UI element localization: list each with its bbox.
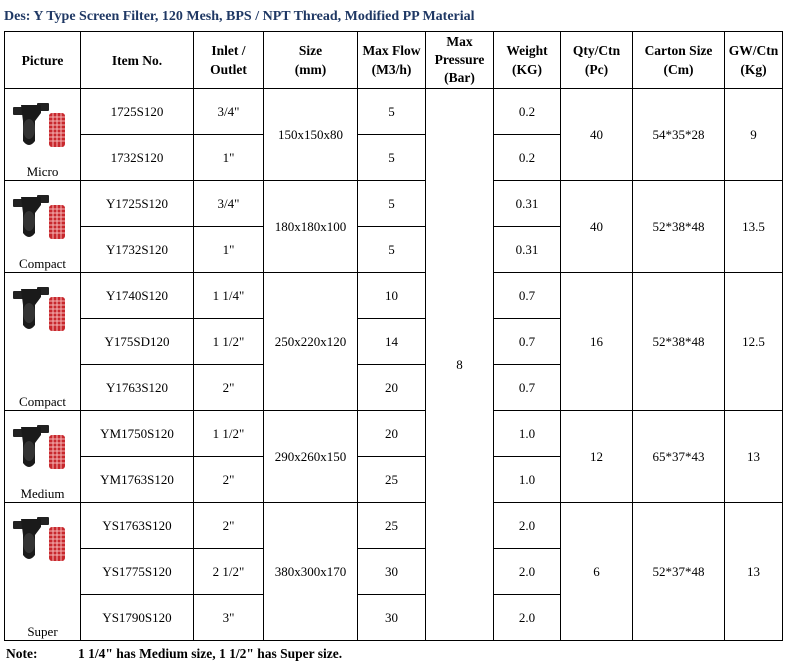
carton-size: 52*38*48 bbox=[633, 273, 725, 411]
item-number: Y175SD120 bbox=[81, 319, 194, 365]
max-flow: 5 bbox=[358, 135, 426, 181]
table-header-row bbox=[5, 32, 783, 89]
weight-kg: 1.0 bbox=[494, 457, 561, 503]
qty-per-carton: 6 bbox=[561, 503, 633, 641]
carton-size: 65*37*43 bbox=[633, 411, 725, 503]
product-picture-cell bbox=[5, 411, 81, 503]
size-mm: 150x150x80 bbox=[264, 89, 358, 181]
max-flow: 5 bbox=[358, 89, 426, 135]
product-picture-cell bbox=[5, 181, 81, 273]
table-row bbox=[5, 273, 783, 319]
gross-weight-per-carton: 13 bbox=[725, 503, 783, 641]
weight-kg: 0.2 bbox=[494, 135, 561, 181]
note-text: 1 1/4" has Medium size, 1 1/2" has Super size. bbox=[78, 646, 343, 661]
header-weight: Weight (KG) bbox=[494, 32, 561, 89]
item-number: Y1732S120 bbox=[81, 227, 194, 273]
header-inlet-outlet: Inlet / Outlet bbox=[194, 32, 264, 89]
max-flow: 30 bbox=[358, 595, 426, 641]
inlet-outlet: 3" bbox=[194, 595, 264, 641]
gross-weight-per-carton: 9 bbox=[725, 89, 783, 181]
table-row bbox=[5, 503, 783, 549]
product-size-label: Super bbox=[27, 624, 58, 639]
item-number: YS1790S120 bbox=[81, 595, 194, 641]
item-number: Y1725S120 bbox=[81, 181, 194, 227]
inlet-outlet: 2" bbox=[194, 503, 264, 549]
item-number: Y1763S120 bbox=[81, 365, 194, 411]
carton-size: 52*38*48 bbox=[633, 181, 725, 273]
max-flow: 14 bbox=[358, 319, 426, 365]
max-flow: 5 bbox=[358, 227, 426, 273]
weight-kg: 0.31 bbox=[494, 181, 561, 227]
filter-product-icon bbox=[11, 185, 71, 247]
size-mm: 380x300x170 bbox=[264, 503, 358, 641]
inlet-outlet: 3/4" bbox=[194, 181, 264, 227]
item-number: 1732S120 bbox=[81, 135, 194, 181]
weight-kg: 0.2 bbox=[494, 89, 561, 135]
inlet-outlet: 1" bbox=[194, 135, 264, 181]
max-flow: 25 bbox=[358, 503, 426, 549]
product-picture-cell bbox=[5, 503, 81, 641]
item-number: Y1740S120 bbox=[81, 273, 194, 319]
carton-size: 54*35*28 bbox=[633, 89, 725, 181]
max-flow: 30 bbox=[358, 549, 426, 595]
gross-weight-per-carton: 13.5 bbox=[725, 181, 783, 273]
item-number: YS1775S120 bbox=[81, 549, 194, 595]
weight-kg: 2.0 bbox=[494, 595, 561, 641]
size-mm: 290x260x150 bbox=[264, 411, 358, 503]
weight-kg: 1.0 bbox=[494, 411, 561, 457]
header-size: Size (mm) bbox=[264, 32, 358, 89]
header-max-flow: Max Flow (M3/h) bbox=[358, 32, 426, 89]
filter-product-icon bbox=[11, 507, 71, 569]
inlet-outlet: 2 1/2" bbox=[194, 549, 264, 595]
max-flow: 10 bbox=[358, 273, 426, 319]
gross-weight-per-carton: 12.5 bbox=[725, 273, 783, 411]
item-number: YS1763S120 bbox=[81, 503, 194, 549]
weight-kg: 0.7 bbox=[494, 365, 561, 411]
inlet-outlet: 1 1/2" bbox=[194, 411, 264, 457]
item-number: YM1750S120 bbox=[81, 411, 194, 457]
table-row bbox=[5, 411, 783, 457]
filter-product-icon bbox=[11, 415, 71, 477]
qty-per-carton: 16 bbox=[561, 273, 633, 411]
qty-per-carton: 40 bbox=[561, 89, 633, 181]
product-picture-cell bbox=[5, 273, 81, 411]
filter-product-icon bbox=[11, 93, 71, 155]
item-number: 1725S120 bbox=[81, 89, 194, 135]
weight-kg: 0.31 bbox=[494, 227, 561, 273]
product-picture-cell bbox=[5, 89, 81, 181]
weight-kg: 0.7 bbox=[494, 319, 561, 365]
table-row bbox=[5, 89, 783, 135]
weight-kg: 0.7 bbox=[494, 273, 561, 319]
qty-per-carton: 12 bbox=[561, 411, 633, 503]
header-carton-size: Carton Size (Cm) bbox=[633, 32, 725, 89]
inlet-outlet: 1 1/2" bbox=[194, 319, 264, 365]
size-mm: 250x220x120 bbox=[264, 273, 358, 411]
note-label: Note: bbox=[6, 646, 38, 661]
max-flow: 20 bbox=[358, 365, 426, 411]
size-mm: 180x180x100 bbox=[264, 181, 358, 273]
inlet-outlet: 1" bbox=[194, 227, 264, 273]
header-item-no: Item No. bbox=[81, 32, 194, 89]
qty-per-carton: 40 bbox=[561, 181, 633, 273]
inlet-outlet: 2" bbox=[194, 457, 264, 503]
carton-size: 52*37*48 bbox=[633, 503, 725, 641]
product-size-label: Compact bbox=[19, 256, 66, 271]
table-row bbox=[5, 181, 783, 227]
header-picture: Picture bbox=[5, 32, 81, 89]
inlet-outlet: 3/4" bbox=[194, 89, 264, 135]
inlet-outlet: 2" bbox=[194, 365, 264, 411]
weight-kg: 2.0 bbox=[494, 549, 561, 595]
product-size-label: Micro bbox=[26, 164, 59, 179]
product-size-label: Compact bbox=[19, 394, 66, 409]
document-title: Des: Y Type Screen Filter, 120 Mesh, BPS / NPT Thread, Modified PP Material bbox=[4, 9, 475, 24]
filter-product-icon bbox=[11, 277, 71, 339]
weight-kg: 2.0 bbox=[494, 503, 561, 549]
header-gw-ctn: GW/Ctn (Kg) bbox=[725, 32, 783, 89]
product-size-label: Medium bbox=[20, 486, 65, 501]
footnote bbox=[6, 646, 342, 662]
max-flow: 5 bbox=[358, 181, 426, 227]
header-max-pressure: Max Pressure (Bar) bbox=[426, 32, 494, 89]
header-qty-ctn: Qty/Ctn (Pc) bbox=[561, 32, 633, 89]
gross-weight-per-carton: 13 bbox=[725, 411, 783, 503]
max-pressure: 8 bbox=[426, 89, 494, 641]
product-spec-table bbox=[4, 31, 783, 641]
max-flow: 25 bbox=[358, 457, 426, 503]
max-flow: 20 bbox=[358, 411, 426, 457]
item-number: YM1763S120 bbox=[81, 457, 194, 503]
inlet-outlet: 1 1/4" bbox=[194, 273, 264, 319]
